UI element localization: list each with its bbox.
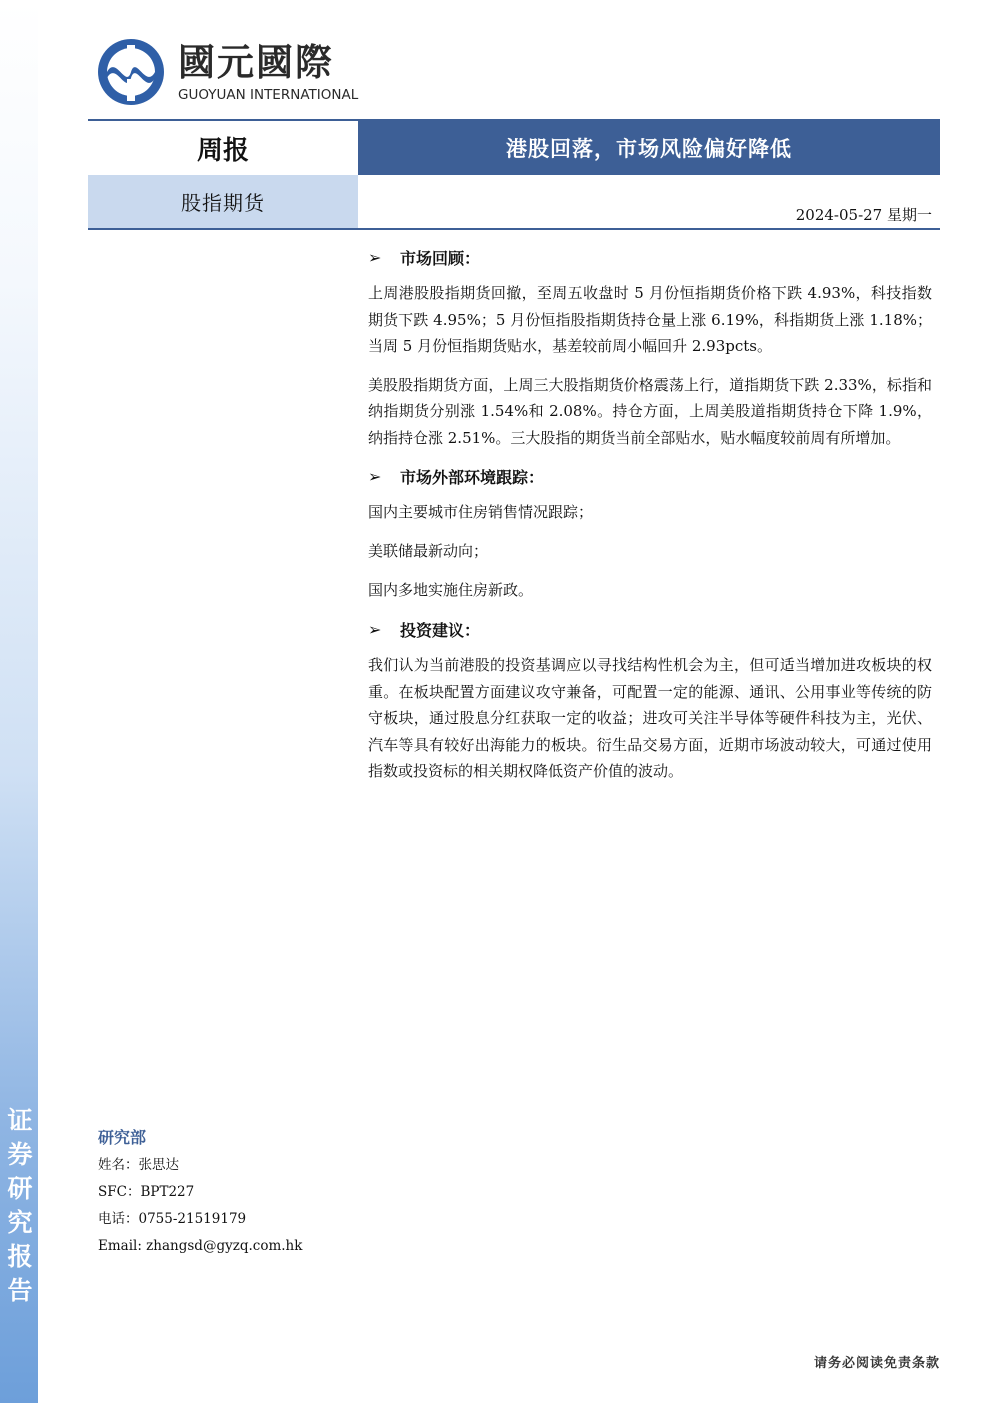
report-category: 股指期货 [88, 175, 358, 228]
logo-english-name: GUOYUAN INTERNATIONAL [178, 87, 359, 103]
author-sfc: SFC：BPT227 [98, 1184, 195, 1200]
guoyuan-logo-icon [96, 37, 166, 107]
side-label-char: 研 [7, 1174, 33, 1203]
section-heading-text: 投资建议： [400, 620, 481, 640]
external-item: 美联储最新动向； [368, 542, 489, 560]
section-heading-text: 市场回顾： [400, 248, 481, 268]
arrow-bullet-icon: ➢ [368, 619, 382, 639]
author-info [98, 1126, 338, 1260]
report-type-label: 周报 [196, 135, 249, 166]
side-label-char: 告 [7, 1276, 33, 1305]
advice-paragraph: 我们认为当前港股的投资基调应以寻找结构性机会为主，但可适当增加进攻板块的权重。在板块配置方面建议攻守兼备，可配置一定的能源、通讯、公用事业等传统的防守板块，通过股息分红获取一定的收益；进攻可关注半导体等硬件科技为主，光伏、汽车等具有较好出海能力的板块。衍生品交易方面，近期市场波动较大，可通过使用指数或投资标的相关期权降低资产价值的波动。 [368, 656, 932, 780]
header-bottom-rule [88, 228, 940, 230]
side-label-char: 究 [7, 1208, 33, 1237]
section-heading-review [368, 244, 932, 270]
arrow-bullet-icon: ➢ [368, 466, 382, 486]
report-date: 2024-05-27 星期一 [795, 206, 932, 224]
main-content [368, 244, 932, 797]
section-heading-text: 市场外部环境跟踪： [400, 467, 545, 487]
company-logo [96, 37, 366, 109]
external-item: 国内多地实施住房新政。 [368, 581, 534, 599]
logo-chinese-name: 國元國際 [178, 41, 334, 84]
review-paragraph: 美股股指期货方面，上周三大股指期货价格震荡上行，道指期货下跌 2.33%，标指和纳指期货分别涨 1.54%和 2.08%。持仓方面，上周美股道指期货持仓下降 1.9%，纳指持仓涨 2.51%。三大股指的期货当前全部贴水，贴水幅度较前周有所增加。 [368, 375, 932, 447]
arrow-bullet-icon: ➢ [368, 247, 382, 267]
section-heading-external [368, 463, 932, 489]
author-email[interactable]: Email: zhangsd@gyzq.com.hk [98, 1238, 303, 1254]
external-item: 国内主要城市住房销售情况跟踪； [368, 503, 594, 521]
side-label [6, 1104, 34, 1308]
report-title: 港股回落，市场风险偏好降低 [358, 121, 940, 175]
section-heading-advice [368, 616, 932, 642]
side-label-char: 券 [7, 1140, 33, 1169]
side-label-char: 证 [7, 1106, 33, 1135]
side-label-char: 报 [7, 1242, 33, 1271]
author-phone: 电话：0755-21519179 [98, 1211, 247, 1227]
author-department: 研究部 [98, 1128, 147, 1147]
disclaimer-notice[interactable]: 请务必阅读免责条款 [813, 1356, 940, 1371]
review-paragraph: 上周港股股指期货回撤，至周五收盘时 5 月份恒指期货价格下跌 4.93%，科技指数期货下跌 4.95%；5 月份恒指股指期货持仓量上涨 6.19%，科指期货上涨 1.18%；当周 5 月份恒指期货贴水，基差较前周小幅回升 2.93pcts。 [368, 284, 932, 355]
author-name: 姓名：张思达 [98, 1157, 179, 1173]
